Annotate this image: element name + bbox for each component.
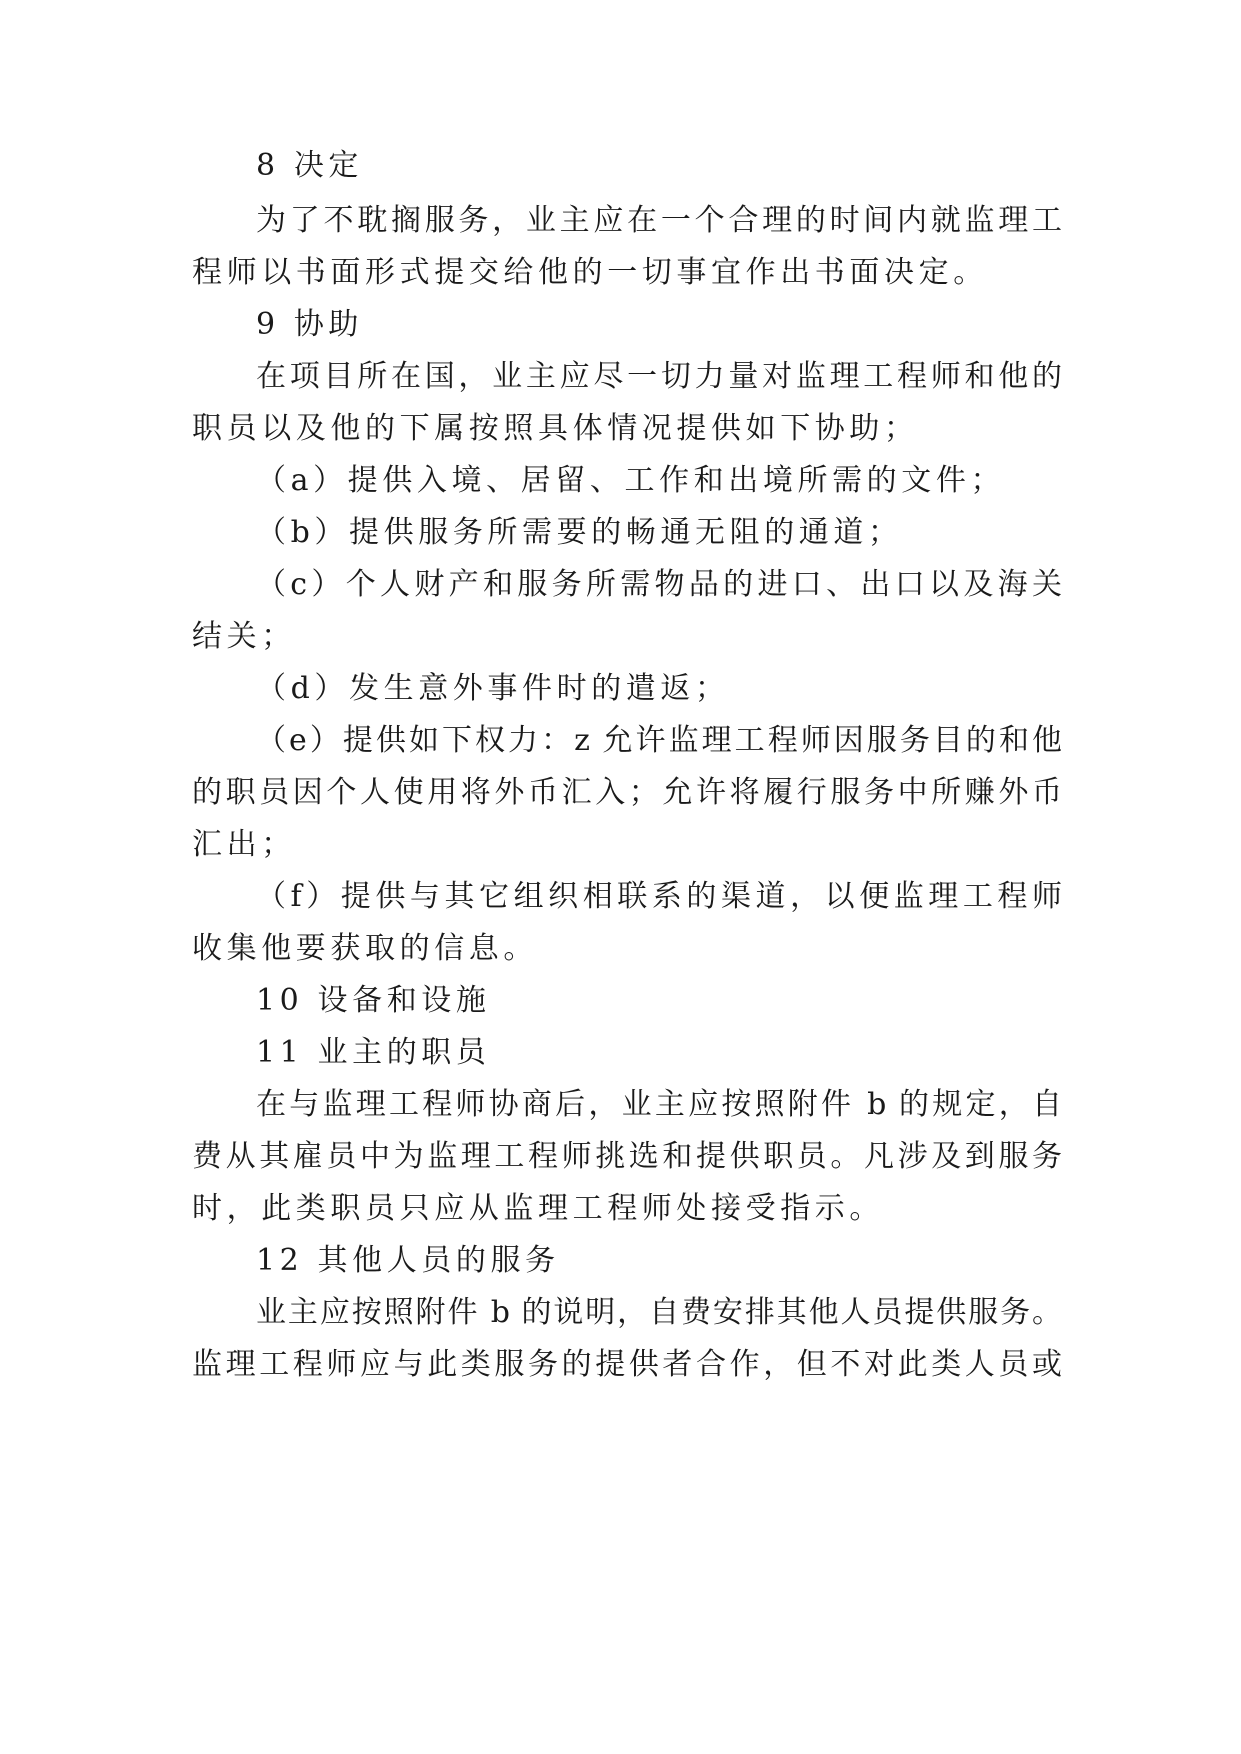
section-heading-10: 10 设备和设施 (256, 983, 491, 1018)
paragraph-line: 监理工程师应与此类服务的提供者合作，但不对此类人员或 (192, 1347, 1062, 1382)
paragraph-line: 程师以书面形式提交给他的一切事宜作出书面决定。 (192, 255, 988, 290)
section-heading-12: 12 其他人员的服务 (256, 1243, 560, 1278)
list-item-d: （d）发生意外事件时的遣返； (256, 671, 730, 706)
list-item-c-continued: 结关； (192, 619, 296, 654)
section-heading-9: 9 协助 (256, 307, 364, 342)
section-heading-8: 8 决定 (256, 148, 364, 183)
list-item-f: （f）提供与其它组织相联系的渠道，以便监理工程师 (256, 879, 1062, 914)
list-item-e-continued: 汇出； (192, 827, 296, 862)
list-item-c: （c）个人财产和服务所需物品的进口、出口以及海关 (256, 567, 1062, 602)
list-item-b: （b）提供服务所需要的畅通无阻的通道； (256, 515, 903, 550)
list-item-a: （a）提供入境、居留、工作和出境所需的文件； (256, 463, 1006, 498)
list-item-f-continued: 收集他要获取的信息。 (192, 931, 538, 966)
paragraph-line: 业主应按照附件 b 的说明，自费安排其他人员提供服务。 (256, 1295, 1062, 1330)
paragraph-line: 为了不耽搁服务，业主应在一个合理的时间内就监理工 (256, 203, 1062, 238)
paragraph-line: 时，此类职员只应从监理工程师处接受指示。 (192, 1191, 884, 1226)
paragraph-line: 在项目所在国，业主应尽一切力量对监理工程师和他的 (256, 359, 1062, 394)
paragraph-line: 在与监理工程师协商后，业主应按照附件 b 的规定，自 (256, 1087, 1062, 1122)
list-item-e-continued: 的职员因个人使用将外币汇入；允许将履行服务中所赚外币 (192, 775, 1062, 810)
list-item-e: （e）提供如下权力：z 允许监理工程师因服务目的和他 (256, 723, 1062, 758)
paragraph-line: 费从其雇员中为监理工程师挑选和提供职员。凡涉及到服务 (192, 1139, 1062, 1174)
paragraph-line: 职员以及他的下属按照具体情况提供如下协助； (192, 411, 919, 446)
section-heading-11: 11 业主的职员 (256, 1035, 491, 1070)
